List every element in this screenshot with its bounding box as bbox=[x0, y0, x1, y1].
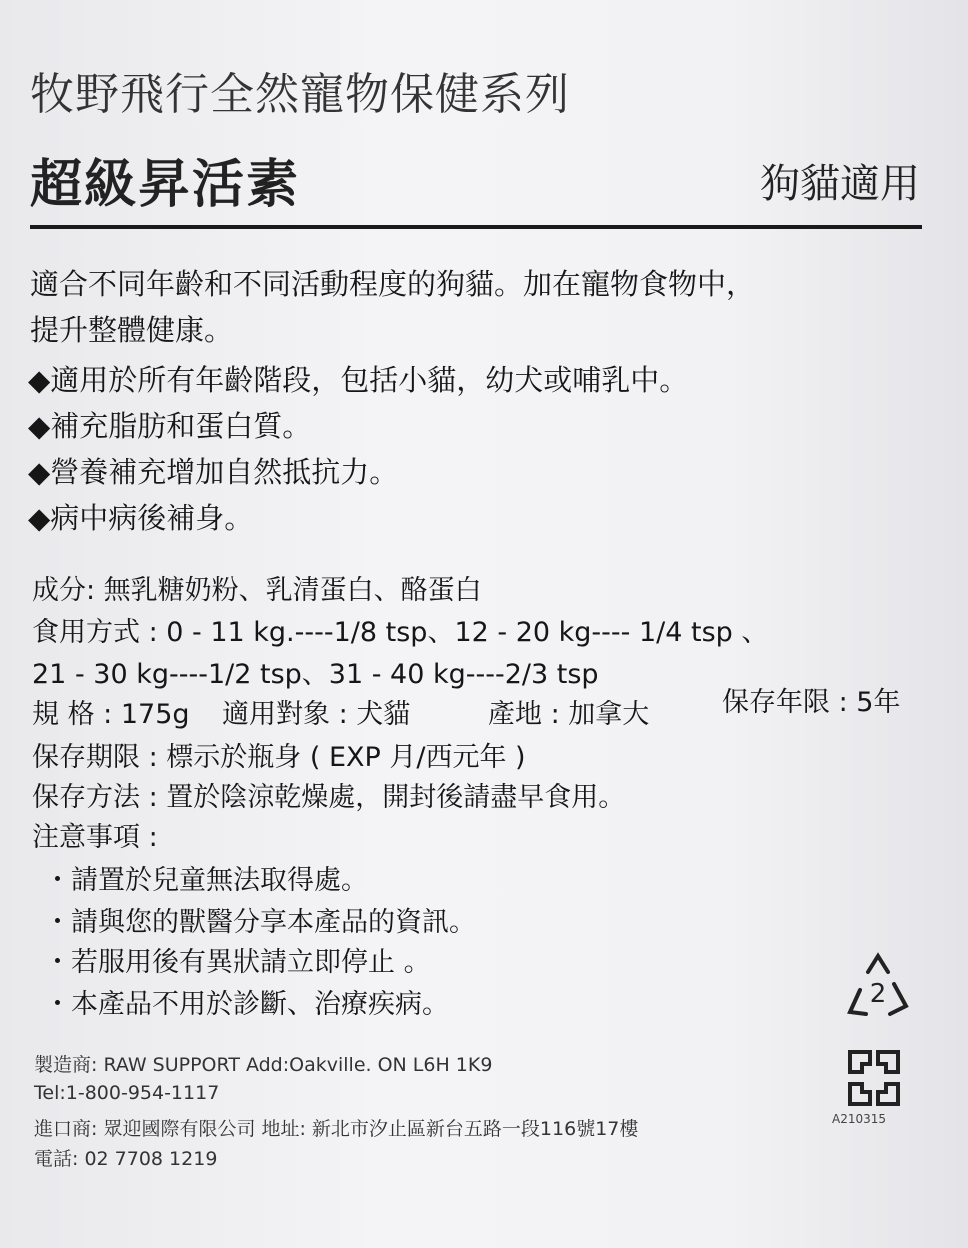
manufacturer: 製造商: RAW SUPPORT Add:Oakville. ON L6H 1K9 bbox=[34, 1054, 493, 1076]
recycle-icon bbox=[838, 950, 918, 1026]
note-item: ・請與您的獸醫分享本產品的資訊。 bbox=[44, 907, 476, 938]
note-item: ・請置於兒童無法取得處。 bbox=[44, 865, 368, 896]
manufacturer-tel: Tel:1-800-954-1117 bbox=[34, 1082, 220, 1104]
shelf-life: 保存年限 : 5年 bbox=[722, 687, 901, 718]
bullet-item: ◆病中病後補身。 bbox=[28, 501, 254, 535]
importer-tel: 電話: 02 7708 1219 bbox=[34, 1148, 218, 1170]
suitable-for: 狗貓適用 bbox=[760, 161, 920, 207]
storage: 保存方法 : 置於陰涼乾燥處，開封後請盡早食用。 bbox=[32, 782, 626, 813]
bullet-item: ◆補充脂肪和蛋白質。 bbox=[28, 409, 312, 443]
ingredients: 成分: 無乳糖奶粉、乳清蛋白、酪蛋白 bbox=[32, 575, 482, 606]
spec: 規 格 : 175g bbox=[32, 699, 190, 730]
dosage: 食用方式 : 0 - 11 kg.----1/8 tsp、12 - 20 kg---- 1/4 tsp 、 bbox=[32, 617, 769, 648]
bullet-item: ◆適用於所有年齡階段，包括小貓，幼犬或哺乳中。 bbox=[28, 363, 689, 397]
note-item: ・本產品不用於診斷、治療疾病。 bbox=[44, 989, 449, 1020]
divider bbox=[30, 225, 922, 229]
dosage: 21 - 30 kg----1/2 tsp、31 - 40 kg----2/3 tsp bbox=[32, 659, 599, 690]
origin: 產地 : 加拿大 bbox=[488, 699, 650, 730]
importer: 進口商: 眾迎國際有限公司 地址: 新北市汐止區新台五路一段116號17樓 bbox=[34, 1118, 639, 1140]
certification-mark-icon bbox=[846, 1048, 902, 1108]
product-name: 超級昇活素 bbox=[30, 155, 301, 215]
expiry: 保存期限 : 標示於瓶身 ( EXP 月/西元年 ) bbox=[32, 742, 526, 773]
note-item: ・若服用後有異狀請立即停止 。 bbox=[44, 947, 431, 978]
certification-code: A210315 bbox=[832, 1112, 887, 1126]
notes-title: 注意事項 : bbox=[32, 822, 158, 853]
series-title: 牧野飛行全然寵物保健系列 bbox=[30, 69, 570, 120]
intro-line: 適合不同年齡和不同活動程度的狗貓。加在寵物食物中， bbox=[30, 267, 756, 301]
recycle-number: 2 bbox=[869, 979, 887, 1009]
intro-line: 提升整體健康。 bbox=[30, 313, 234, 347]
target: 適用對象 : 犬貓 bbox=[222, 699, 411, 730]
bullet-item: ◆營養補充增加自然抵抗力。 bbox=[28, 455, 399, 489]
